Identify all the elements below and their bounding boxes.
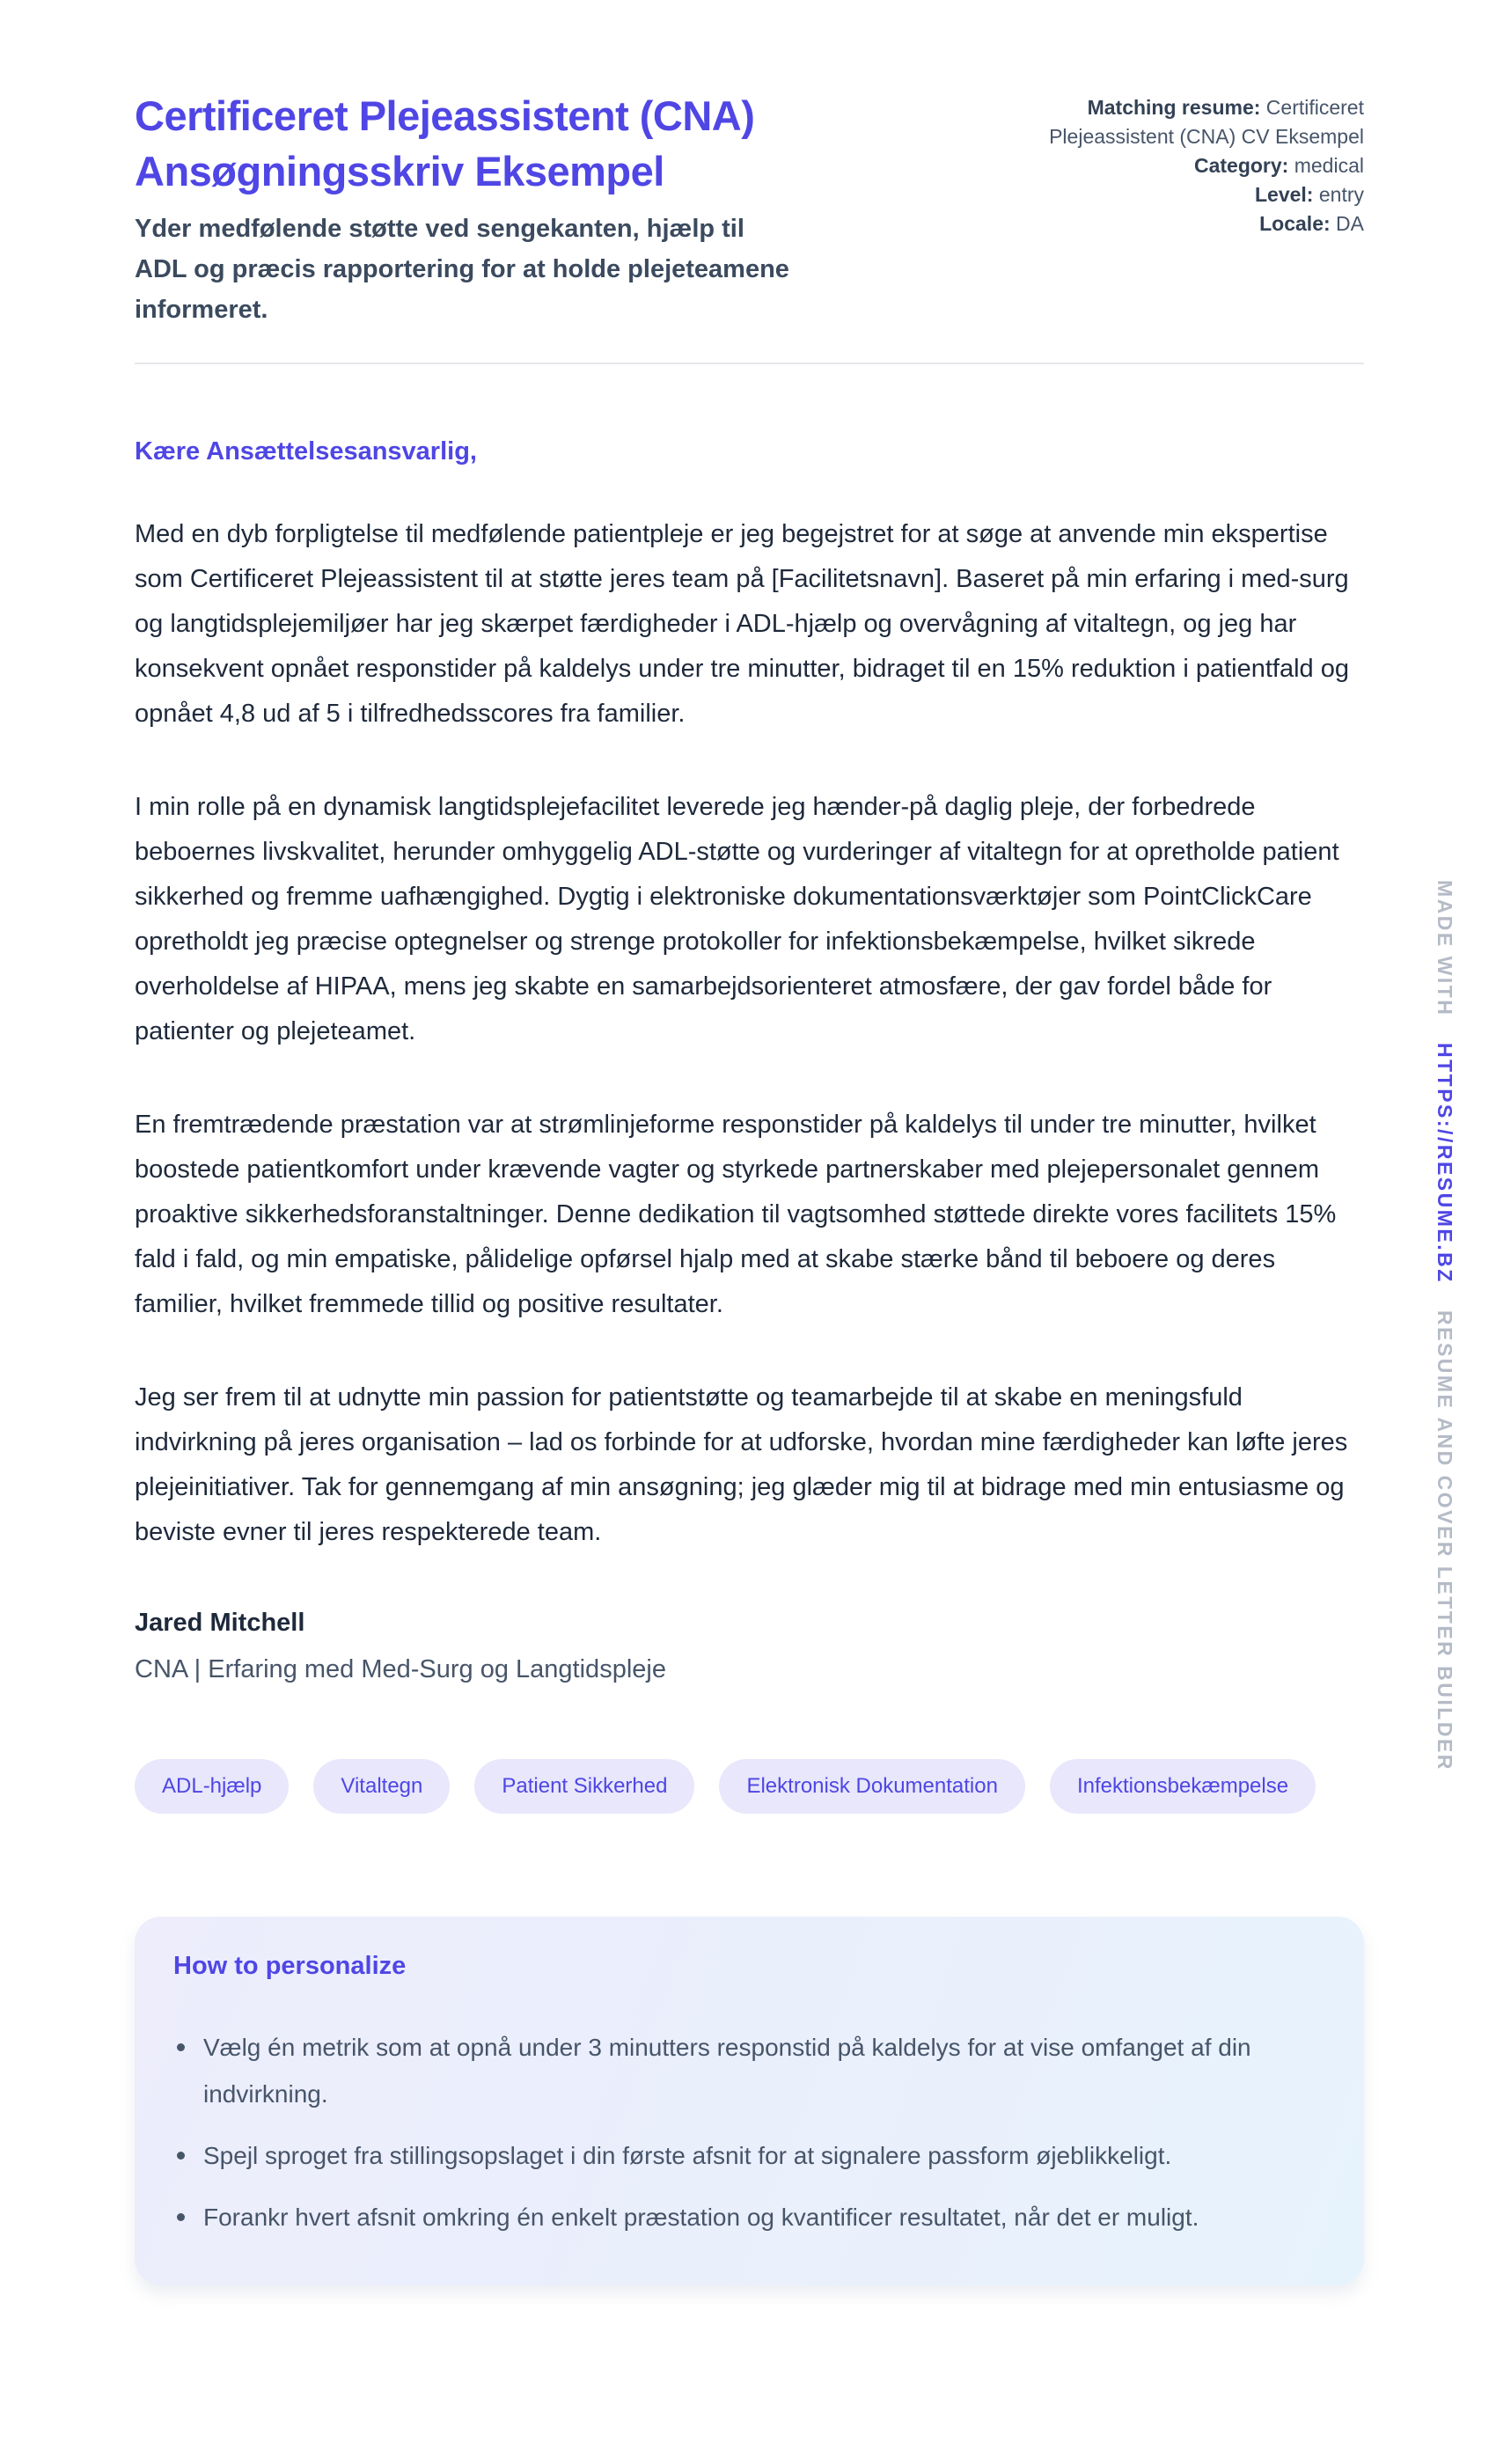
watermark-site-link[interactable]: HTTPS://RESUME.BZ — [1434, 1043, 1456, 1285]
personalize-tip: Spejl sproget fra stillingsopslaget i din første afsnit for at signalere passform øjeblikkeligt. — [203, 2132, 1316, 2179]
meta-label: Level: — [1254, 183, 1314, 206]
meta-value: DA — [1336, 212, 1364, 235]
meta-locale — [968, 209, 1364, 238]
letter-greeting: Kære Ansættelsesansvarlig, — [135, 437, 477, 466]
personalize-tips-box — [135, 1917, 1364, 2285]
meta-category — [968, 151, 1364, 180]
skill-tag[interactable]: Infektionsbekæmpelse — [1050, 1759, 1316, 1814]
skill-tag[interactable]: Elektronisk Dokumentation — [719, 1759, 1024, 1814]
letter-paragraph: Jeg ser frem til at udnytte min passion for patientstøtte og teamarbejde til at skabe en meningsfuld indvirkning på jeres organisation – lad os forbinde for at udforske, hvordan mine færdigheder kan løfte jeres plejeinitiativer. Tak for gennemgang af min ansøgning; jeg glæder mig til at bidrage med min entusiasme og beviste evner til jeres respekterede team. — [135, 1383, 1348, 1546]
personalize-tip: Vælg én metrik som at opnå under 3 minutters responstid på kaldelys for at vise omfanget af din indvirkning. — [203, 2024, 1316, 2117]
personalize-tip: Forankr hvert afsnit omkring én enkelt præstation og kvantificer resultatet, når det er muligt. — [203, 2194, 1316, 2240]
meta-label: Matching resume: — [1087, 96, 1261, 119]
meta-value: medical — [1294, 154, 1364, 177]
page-header — [135, 0, 1364, 330]
meta-value: entry — [1318, 183, 1364, 206]
document-meta — [968, 88, 1364, 330]
letter-paragraph: Med en dyb forpligtelse til medfølende patientpleje er jeg begejstret for at søge at anvende min ekspertise som Certificeret Plejeassistent til at støtte jeres team på [Facilitetsnavn]. Baseret på min erfaring i med-surg og langtidsplejemiljøer har jeg skærpet færdigheder i ADL-hjælp og overvågning af vitaltegn, og jeg har konsekvent opnået responstider på kaldelys under tre minutter, bidraget til en 15% reduktion i patientfald og opnået 4,8 ud af 5 i tilfredhedsscores fra familier. — [135, 520, 1349, 728]
meta-value: Certificeret Plejeassistent (CNA) CV Eksempel — [1049, 96, 1364, 148]
letter-paragraph: En fremtrædende præstation var at strømlinjeforme responstider på kaldelys til under tre minutter, hvilket boostede patientkomfort under krævende vagter og styrkede partnerskaber med plejepersonalet gennem proaktive sikkerhedsforanstaltninger. Denne dedikation til vagtsomhed støttede direkte vores facilitets 15% fald i fald, og min empatiske, pålidelige opførsel hjalp med at skabe stærke bånd til beboere og deres familier, hvilket fremmede tillid og positive resultater. — [135, 1111, 1337, 1318]
personalize-title: How to personalize — [173, 1952, 407, 1980]
skill-tag-list — [135, 1759, 1364, 1814]
meta-label: Category: — [1193, 154, 1289, 177]
meta-level — [968, 180, 1364, 209]
personalize-list — [173, 2024, 1316, 2240]
page-title: Certificeret Plejeassistent (CNA) Ansøgningsskriv Eksempel — [135, 92, 755, 194]
watermark-suffix: RESUME AND COVER LETTER BUILDER — [1434, 1310, 1456, 1772]
meta-label: Locale: — [1259, 212, 1331, 235]
meta-matching-resume — [968, 93, 1364, 151]
header-divider — [135, 363, 1364, 364]
skill-tag[interactable]: Patient Sikkerhed — [474, 1759, 694, 1814]
letter-paragraph: I min rolle på en dynamisk langtidsplejefacilitet leverede jeg hænder-på daglig pleje, der forbedrede beboernes livskvalitet, herunder omhyggelig ADL-støtte og vurderinger af vitaltegn for at opretholde patient sikkerhed og fremme uafhængighed. Dygtig i elektroniske dokumentationsværktøjer som PointClickCare opretholdt jeg præcise optegnelser og strenge protokoller for infektionsbekæmpelse, hvilket sikrede overholdelse af HIPAA, mens jeg skabte en samarbejdsorienteret atmosfære, der gav fordel både for patienter og plejeteamet. — [135, 793, 1339, 1045]
skill-tag[interactable]: ADL-hjælp — [135, 1759, 289, 1814]
header-titles — [135, 88, 909, 330]
page-subtitle: Yder medfølende støtte ved sengekanten, hjælp til ADL og præcis rapportering for at holde plejeteamene informeret. — [135, 215, 789, 324]
site-watermark — [1433, 880, 1456, 1771]
signature-name: Jared Mitchell — [135, 1609, 305, 1637]
watermark-prefix: MADE WITH — [1434, 880, 1456, 1017]
letter-body — [135, 432, 1364, 1689]
signature-block — [135, 1603, 1364, 1689]
signature-role: CNA | Erfaring med Med-Surg og Langtidspleje — [135, 1655, 666, 1683]
skill-tag[interactable]: Vitaltegn — [313, 1759, 450, 1814]
